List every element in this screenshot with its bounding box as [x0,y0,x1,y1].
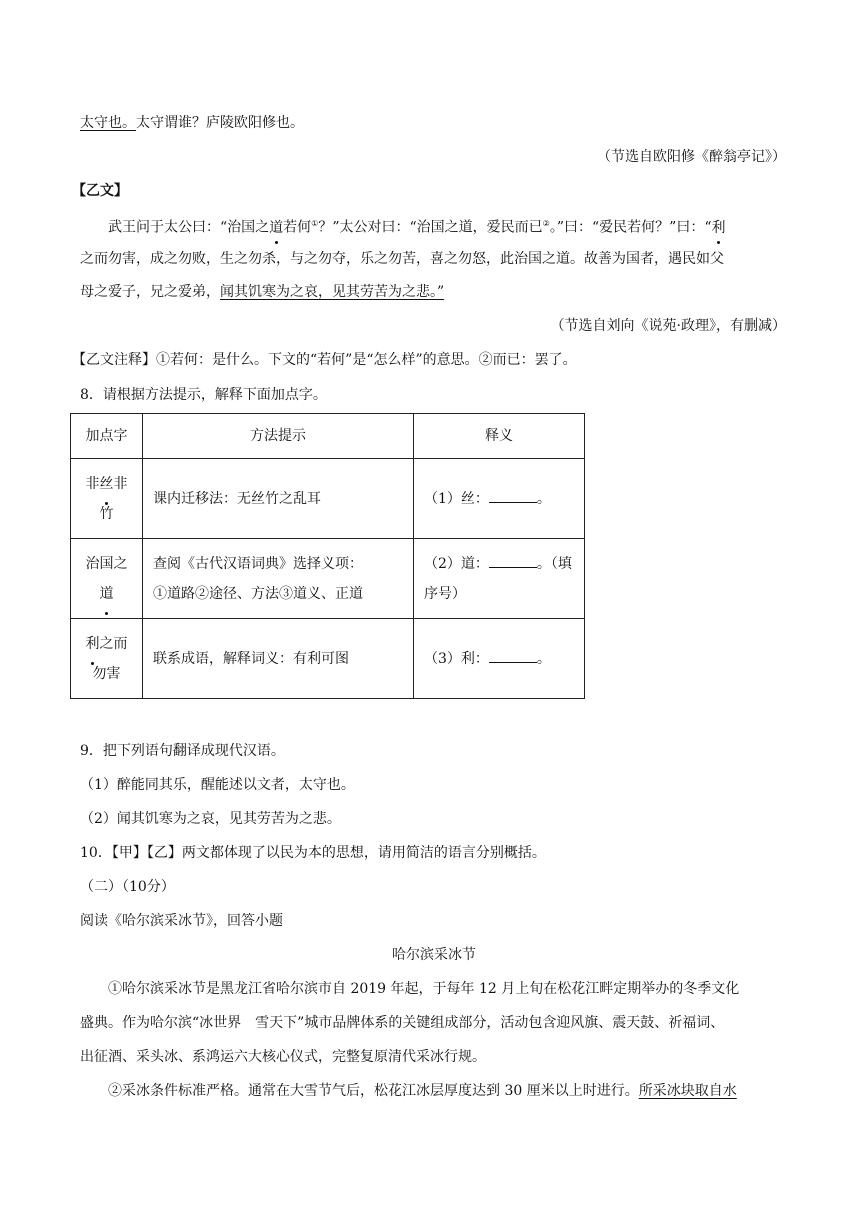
yi-heading: 【乙文】 [72,183,128,199]
table-header-row [71,414,585,459]
jia-source: （节选自欧阳修《醉翁亭记》） [597,149,786,165]
question-8-title: 8．请根据方法提示，解释下面加点字。 [80,387,327,403]
yi-paragraph-line-1 [108,214,725,238]
table-cell-method: 课内迁移法：无丝竹之乱耳 [143,459,414,539]
yi-text: 武王问于太公曰：“治国之 [108,219,270,236]
article-title: 哈尔滨采冰节 [392,947,476,963]
dotted-char: 道 [100,579,114,609]
yi-paragraph-line-2: 之而勿害，成之勿败，生之勿杀，与之勿夺，乐之勿苦，喜之勿怒，此治国之道。故善为国者，遇民如父 [80,251,724,267]
yi-underlined-text: 闻其饥寒为之哀，见其劳苦为之悲。” [220,284,445,300]
footnote-marker-2: ② [542,219,550,228]
dotted-char: 利 [86,629,100,659]
table-row [71,619,585,699]
table-cell-text: 竹 [99,505,114,522]
question-9-title: 9．把下列语句翻译成现代汉语。 [80,743,285,759]
footnote-marker-1: ① [311,219,319,228]
answer-blank[interactable] [489,488,537,503]
table-cell-text: 治国之 [85,555,128,572]
jia-text: 太守谓谁？庐陵欧阳修也。 [136,115,304,131]
yi-text: 若何 [283,219,312,236]
question-9-item-1: （1）醉能同其乐，醒能述以文者，太守也。 [80,777,355,793]
question-9-item-2: （2）闻其饥寒为之哀，见其劳苦为之悲。 [80,811,341,827]
table-row [71,459,585,539]
part2-intro: 阅读《哈尔滨采冰节》，回答小题 [80,913,283,929]
answer-blank[interactable] [489,648,537,663]
part2-heading: （二）（10分） [80,879,175,895]
table-cell-text: 勿害 [92,665,121,682]
table-header-cell: 释义 [414,414,585,459]
article-paragraph-line: 盛典。作为哈尔滨“冰世界 雪天下”城市品牌体系的关键组成部分，活动包含迎风旗、震天鼓、祈福词、 [80,1015,725,1031]
question-8-table [70,413,585,699]
table-cell-word: 利之而 勿害 [71,619,143,699]
article-paragraph-line: ①哈尔滨采冰节是黑龙江省哈尔滨市自 2019 年起，于每年 12 月上旬在松花江畔定期举办的冬季文化 [108,981,740,997]
dotted-char-dao: 道 [269,219,284,236]
article-text: ②采冰条件标准严格。通常在大雪节气后，松花江冰层厚度达到 30 厘米以上时进行。 [108,1083,639,1099]
yi-notes: 【乙文注释】①若何：是什么。下文的“若何”是“怎么样”的意思。②而已：罢了。 [72,352,577,368]
table-header-cell: 方法提示 [143,414,414,459]
question-10-title: 10．【甲】【乙】两文都体现了以民为本的思想，请用简洁的语言分别概括。 [80,845,546,861]
jia-last-line [80,113,304,133]
dotted-char-li: 利 [711,219,726,236]
article-paragraph-line: 出征酒、采头冰、系鸿运六大核心仪式，完整复原清代采冰行规。 [80,1049,486,1065]
table-cell-word: 非丝非 竹 [71,459,143,539]
article-underlined-text: 所采冰块取自水 [638,1083,737,1099]
table-cell-answer: （2）道： 。（填 序号） [414,539,585,619]
table-cell-answer: （1）丝： 。 [414,459,585,539]
dotted-char: 丝 [100,469,114,499]
answer-blank[interactable] [489,553,537,568]
yi-text: 。”曰：“爱民若何？”曰：“ [549,219,712,236]
yi-text: ？”太公对曰：“治国之道，爱民而已 [318,219,543,236]
table-cell-method: 联系成语，解释词义：有利可图 [143,619,414,699]
yi-source: （节选自刘向《说苑·政理》，有删减） [550,318,786,334]
table-cell-method: 查阅《古代汉语词典》选择义项： ①道路②途径、方法③道义、正道 [143,539,414,619]
table-cell-answer: （3）利： 。 [414,619,585,699]
jia-underlined-text: 太守也。 [80,115,136,131]
table-row [71,539,585,619]
yi-paragraph-line-3 [80,282,444,302]
table-cell-word [71,539,143,619]
table-header-cell: 加点字 [71,414,143,459]
yi-text: 母之爱子，兄之爱弟， [80,284,220,300]
article-paragraph-line [108,1081,737,1101]
